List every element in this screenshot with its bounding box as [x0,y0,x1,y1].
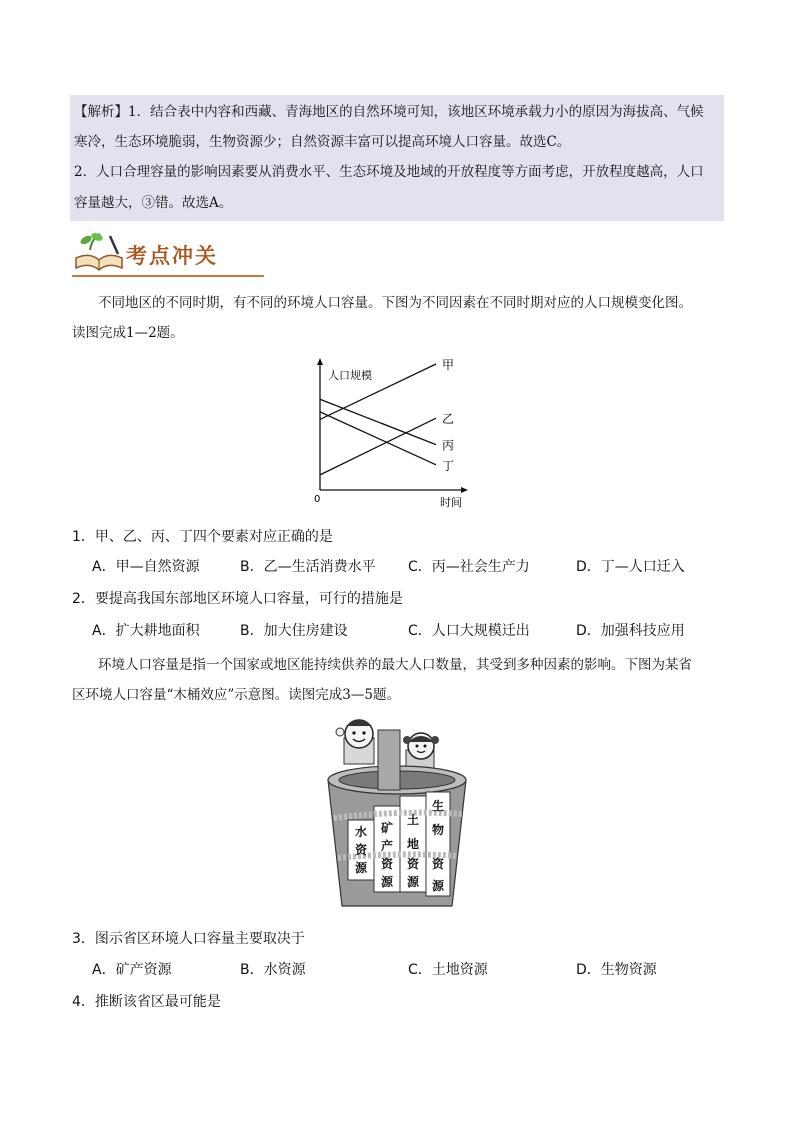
analysis-line-4: 容量越大，③错。故选A。 [74,195,233,211]
x-axis-label: 时间 [440,496,462,509]
stave-bio-char-2: 物 [431,823,445,837]
intro1-line-2: 读图完成1—2题。 [72,325,184,341]
stave-mineral-char-3: 资 [380,857,394,871]
analysis-line-1: 【解析】1．结合表中内容和西藏、青海地区的自然环境可知，该地区环境承载力小的原因为海拔高、气候 [74,104,704,120]
x-axis-arrow [461,487,468,493]
q3-option-d[interactable]: D．生物资源 [576,962,657,978]
q2-option-a[interactable]: A．扩大耕地面积 [92,623,200,639]
stave-bio-char-1: 生 [431,799,445,813]
q2-stem: 2．要提高我国东部地区环境人口容量，可行的措施是 [72,591,403,607]
y-axis-arrow [317,358,323,365]
barrel-illustration [322,718,472,913]
analysis-line-2: 寒冷，生态环境脆弱，生物资源少；自然资源丰富可以提高环境人口容量。故选C。 [74,134,571,150]
stave-mineral-char-4: 源 [380,875,394,889]
series-label-2: 乙 [442,412,455,427]
intro2-line-2: 区环境人口容量“木桶效应”示意图。读图完成3—5题。 [72,687,400,703]
q2-option-d[interactable]: D．加强科技应用 [576,623,685,639]
q1-option-d[interactable]: D．丁—人口迁入 [576,559,685,575]
stave-water-char-1: 水 [354,825,368,839]
section-underline [72,275,264,277]
boy-figure [336,720,374,764]
analysis-line-3: 2．人口合理容量的影响因素要从消费水平、生态环境及地域的开放程度等方面考虑，开放程度越高，人口 [74,164,704,180]
q2-option-c[interactable]: C．人口大规模迁出 [408,623,530,639]
q1-option-b[interactable]: B．乙—生活消费水平 [240,559,376,575]
series-label-4: 丁 [442,458,455,473]
q2-option-b[interactable]: B．加大住房建设 [240,623,348,639]
q3-option-a[interactable]: A．矿产资源 [92,962,172,978]
section-title: 考点冲关 [126,244,218,268]
stave-bio-char-3: 资 [431,857,445,871]
q1-option-a[interactable]: A．甲—自然资源 [92,559,200,575]
stave-water-char-3: 源 [354,861,368,875]
analysis-box [70,95,724,221]
y-axis-label: 人口规模 [328,369,372,382]
stave-land-char-1: 土 [406,813,420,827]
series-label-3: 丙 [442,438,455,453]
girl-figure [403,733,439,768]
q1-stem: 1．甲、乙、丙、丁四个要素对应正确的是 [72,529,333,545]
series-label-1: 甲 [442,358,455,372]
series-line-2 [320,418,436,475]
section-header [68,228,268,280]
stave-land-char-4: 源 [406,875,420,889]
stave-mineral-char-2: 产 [380,839,394,853]
origin-label: 0 [314,494,321,505]
population-scale-chart [312,356,472,516]
q3-option-b[interactable]: B．水资源 [240,962,306,978]
q1-option-c[interactable]: C．丙—社会生产力 [408,559,530,575]
stave-land-char-3: 资 [406,857,420,871]
intro1-line-1: 不同地区的不同时期，有不同的环境人口容量。下图为不同因素在不同时期对应的人口规模变化图。 [98,295,692,311]
q4-stem: 4．推断该省区最可能是 [72,994,221,1010]
stave-bio-char-4: 源 [431,879,445,893]
q3-option-c[interactable]: C．土地资源 [408,962,488,978]
intro2-line-1: 环境人口容量是指一个国家或地区能持续供养的最大人口数量，其受到多种因素的影响。下图为某省 [98,657,692,673]
stave-mineral-char-1: 矿 [380,821,394,835]
q3-stem: 3．图示省区环境人口容量主要取决于 [72,931,305,947]
stave-land-char-2: 地 [406,837,420,851]
book-icon [70,228,128,276]
stave-water-char-2: 资 [354,843,368,857]
